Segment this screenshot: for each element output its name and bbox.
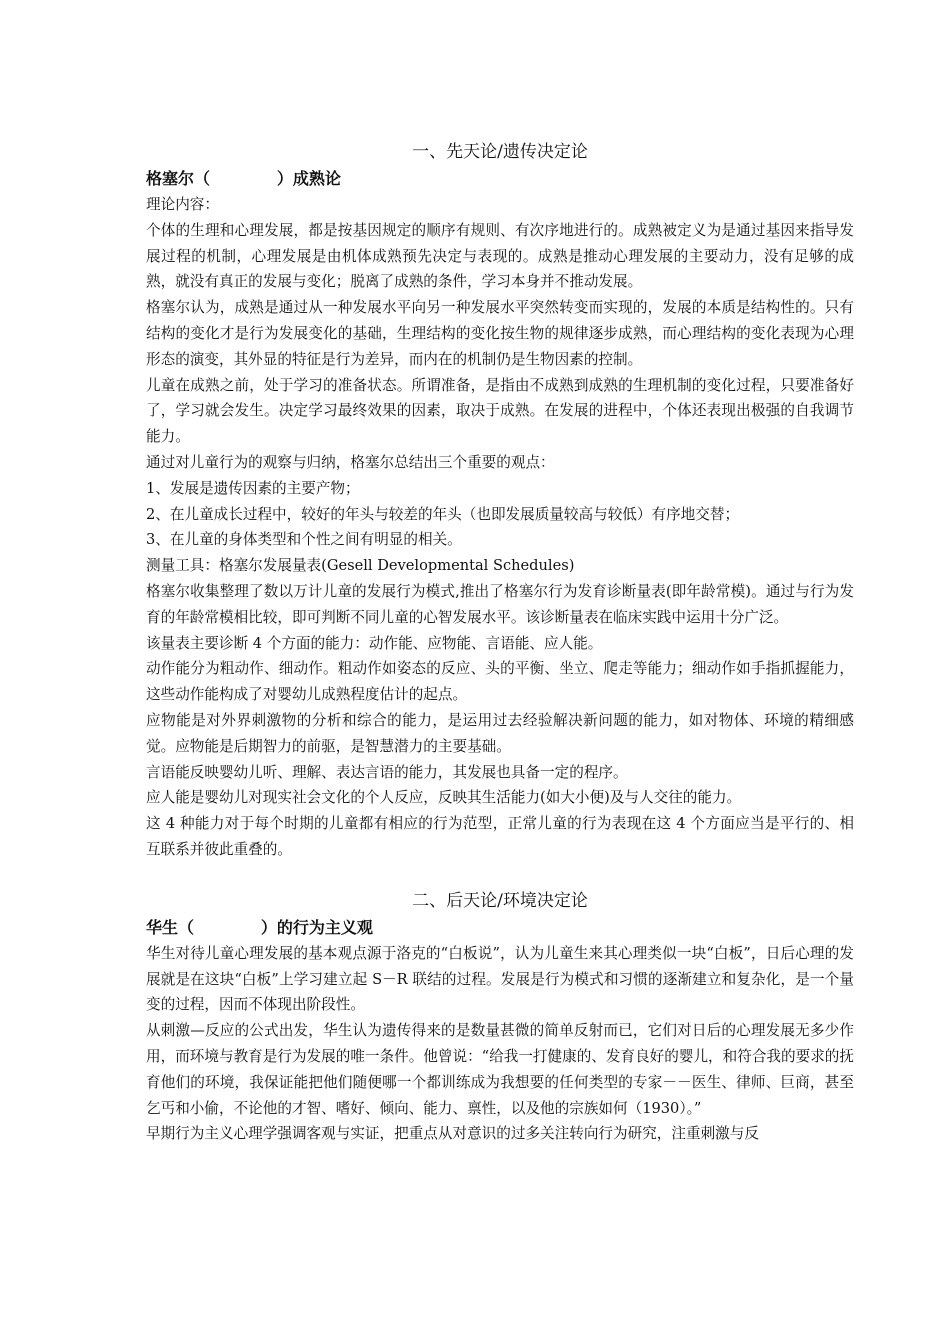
paragraph: 个体的生理和心理发展，都是按基因规定的顺序有规则、有次序地进行的。成熟被定义为是通过基因来指导发展过程的机制，心理发展是由机体成熟预先决定与表现的。成熟是推动心理发展的主要动力，没有足够的成熟，就没有真正的发展与变化；脱离了成熟的条件，学习本身并不推动发展。 — [146, 221, 854, 291]
paragraph: 从刺激—反应的公式出发，华生认为遗传得来的是数量甚微的简单反射而已，它们对日后的心理发展无多少作用，而环境与教育是行为发展的唯一条件。他曾说：“给我一打健康的、发育良好的婴儿，和符合我的要求的抚育他们的环境，我保证能把他们随便哪一个都训练成为我想要的任何类型的专家－－医生、律师、巨商，甚至乞丐和小偷，不论他的才智、嗜好、倾向、能力、禀性，以及他的宗族如何（1930）。” — [146, 1022, 854, 1117]
paragraph: 儿童在成熟之前，处于学习的准备状态。所谓准备，是指由不成熟到成熟的生理机制的变化过程，只要准备好了，学习就会发生。决定学习最终效果的因素，取决于成熟。在发展的进程中，个体还表现出极强的自我调节能力。 — [146, 376, 854, 446]
section-nativism — [146, 138, 854, 863]
paragraph: 动作能分为粗动作、细动作。粗动作如姿态的反应、头的平衡、坐立、爬走等能力；细动作如手指抓握能力，这些动作能构成了对婴幼儿成熟程度估计的起点。 — [146, 660, 854, 704]
paragraph: 格塞尔收集整理了数以万计儿童的发展行为模式,推出了格塞尔行为发育诊断量表(即年龄常模)。通过与行为发育的年龄常模相比较，即可判断不同儿童的心智发展水平。该诊断量表在临床实践中运用十分广泛。 — [146, 582, 854, 626]
section-spacer — [146, 863, 854, 887]
paragraph: 格塞尔认为，成熟是通过从一种发展水平向另一种发展水平突然转变而实现的，发展的本质是结构性的。只有结构的变化才是行为发展变化的基础，生理结构的变化按生物的规律逐步成熟，而心理结构的变化表现为心理形态的演变，其外显的特征是行为差异，而内在的机制仍是生物因素的控制。 — [146, 299, 854, 368]
paragraph: 理论内容： — [146, 196, 219, 213]
theory-subheading: 格塞尔（ ）成熟论 — [146, 169, 341, 188]
paragraph: 华生对待儿童心理发展的基本观点源于洛克的“白板说”，认为儿童生来其心理类似一块“白板”，日后心理的发展就是在这块“白板”上学习建立起 S－R 联结的过程。发展是行为模式和习惯的逐渐建立和复杂化，是一个量变的过程，因而不体现出阶段性。 — [146, 944, 854, 1014]
section-environmentalism — [146, 887, 854, 1147]
paragraph: 这 4 种能力对于每个时期的儿童都有相应的行为范型，正常儿童的行为表现在这 4 个方面应当是平行的、相互联系并彼此重叠的。 — [146, 815, 854, 858]
list-item: 3、在儿童的身体类型和个性之间有明显的相关。 — [146, 531, 462, 549]
section-heading: 一、先天论/遗传决定论 — [412, 142, 588, 162]
paragraph: 通过对儿童行为的观察与归纳，格塞尔总结出三个重要的观点： — [146, 453, 555, 471]
paragraph: 早期行为主义心理学强调客观与实证，把重点从对意识的过多关注转向行为研究，注重刺激与反 — [146, 1125, 759, 1143]
list-item: 2、在儿童成长过程中，较好的年头与较差的年头（也即发展质量较高与较低）有序地交替； — [146, 505, 740, 523]
theory-subheading: 华生（ ）的行为主义观 — [146, 917, 373, 937]
paragraph: 应物能是对外界刺激物的分析和综合的能力，是运用过去经验解决新问题的能力，如对物体、环境的精细感觉。应物能是后期智力的前驱，是智慧潜力的主要基础。 — [146, 711, 854, 755]
paragraph: 该量表主要诊断 4 个方面的能力：动作能、应物能、言语能、应人能。 — [146, 634, 603, 652]
list-item: 1、发展是遗传因素的主要产物； — [146, 479, 360, 497]
paragraph: 言语能反映婴幼儿听、理解、表达言语的能力，其发展也具备一定的程序。 — [146, 763, 628, 781]
paragraph: 测量工具：格塞尔发展量表(Gesell Developmental Schedules) — [146, 557, 575, 575]
document-body — [146, 138, 854, 1147]
section-heading: 二、后天论/环境决定论 — [412, 890, 588, 911]
paragraph: 应人能是婴幼儿对现实社会文化的个人反应，反映其生活能力(如大小便)及与人交往的能力。 — [146, 789, 742, 807]
